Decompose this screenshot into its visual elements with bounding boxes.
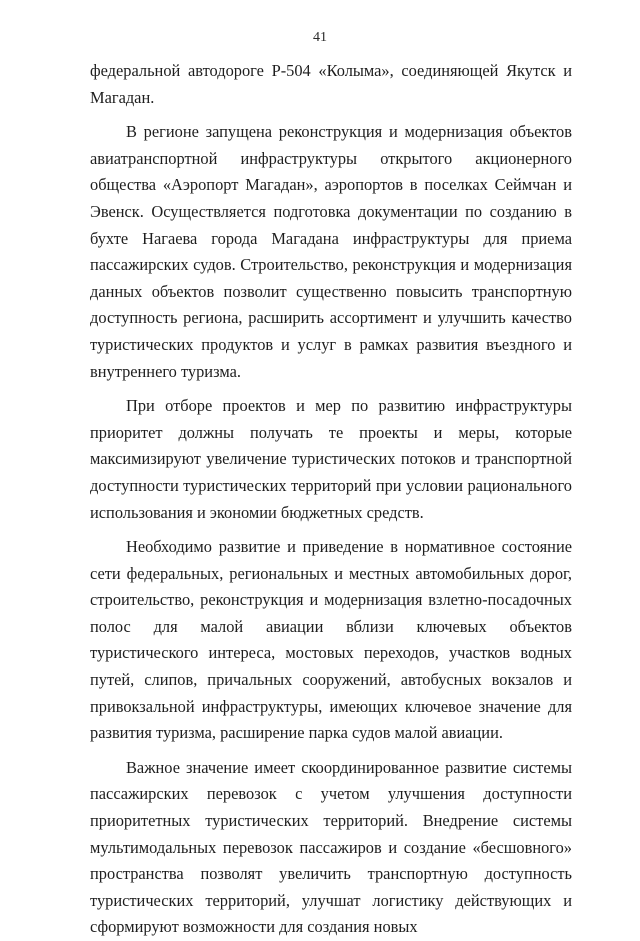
paragraph-airport-reconstruction: В регионе запущена реконструкция и модернизация объектов авиатранспортной инфраструктуры открытого акционерного общества «Аэропорт Магадан», аэропортов в поселках Сеймчан и Эвенск. Осуществляется подготовка документации по созданию в бухте Нагаева города Магадана инфраструктуры для приема пассажирских судов. Строительство, реконструкция и модернизация данных объектов позволит существенно повысить транспортную доступность региона, расширить ассортимент и улучшить качество туристических продуктов и услуг в рамках развития въездного и внутреннего туризма. (90, 122, 572, 381)
paragraph-passenger-transport: Важное значение имеет скоординированное развитие системы пассажирских перевозок с учетом улучшения доступности приоритетных туристических территорий. Внедрение системы мультимодальных перевозок пассажиров и создание «бесшовного» пространства позволят увеличить транспортную доступность туристических территорий, улучшат логистику действующих и сформируют возможности для создания новых (90, 757, 572, 937)
paragraph-continuation: федеральной автодороге Р-504 «Колыма», соединяющей Якутск и Магадан. (90, 61, 572, 107)
paragraph-project-selection: При отборе проектов и мер по развитию инфраструктуры приоритет должны получать те проекты и меры, которые максимизируют увеличение туристических потоков и транспортной доступности туристических территорий при условии рационального использования и экономии бюджетных средств. (90, 396, 572, 522)
document-body (90, 58, 572, 941)
page-number: 41 (313, 30, 327, 45)
paragraph-road-network: Необходимо развитие и приведение в нормативное состояние сети федеральных, региональных и местных автомобильных дорог, строительство, реконструкция и модернизация взлетно-посадочных полос для малой авиации вблизи ключевых объектов туристического интереса, мостовых переходов, участков водных путей, слипов, причальных сооружений, автобусных вокзалов и привокзальной инфраструктуры, имеющих ключевое значение для развития туризма, расширение парка судов малой авиации. (90, 537, 572, 743)
